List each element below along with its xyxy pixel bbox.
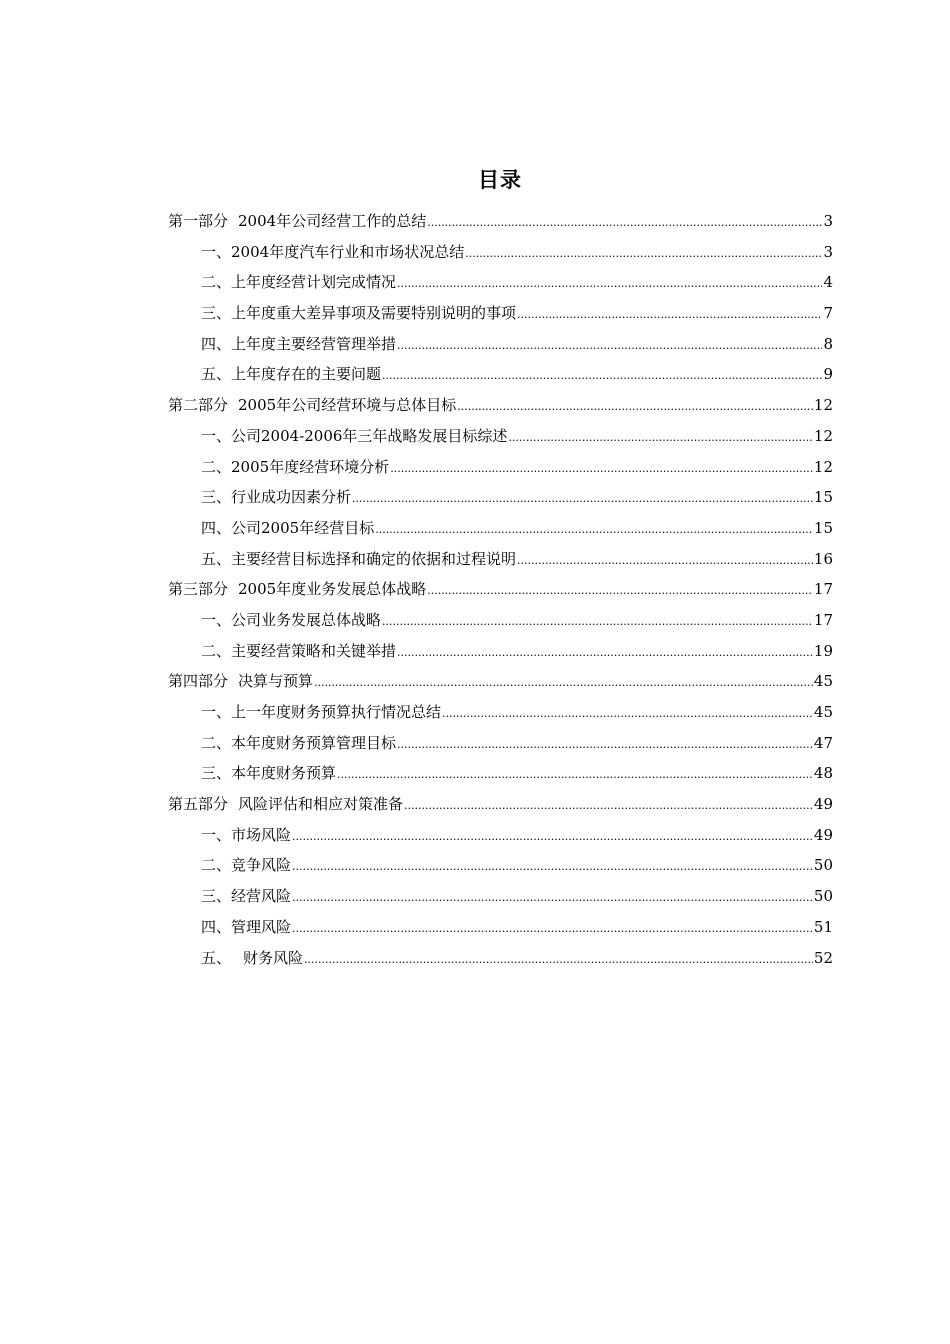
- toc-section-entry[interactable]: [168, 359, 833, 390]
- toc-entry-label: [201, 359, 381, 390]
- toc-entry-label: [201, 636, 396, 667]
- toc-dot-leader: [292, 820, 813, 853]
- toc-entry-label: [201, 943, 303, 974]
- toc-entry-text: 风险评估和相应对策准备: [238, 795, 404, 814]
- toc-section-entry[interactable]: [168, 298, 833, 329]
- toc-section-entry[interactable]: [168, 943, 833, 974]
- toc-section-entry[interactable]: [168, 452, 833, 483]
- toc-dot-leader: [517, 544, 813, 577]
- toc-entry-label: [201, 452, 389, 483]
- toc-part-entry[interactable]: [168, 574, 833, 605]
- toc-entry-label: [168, 206, 426, 237]
- toc-section-entry[interactable]: [168, 513, 833, 544]
- toc-entry-label: [168, 390, 456, 421]
- toc-section-entry[interactable]: [168, 421, 833, 452]
- toc-entry-prefix: 二、: [201, 273, 232, 292]
- toc-entry-label: [201, 728, 396, 759]
- toc-page-number: 48: [813, 764, 833, 783]
- toc-section-entry[interactable]: [168, 850, 833, 881]
- toc-entry-prefix: 第一部分: [168, 212, 229, 230]
- toc-dot-leader: [382, 605, 813, 638]
- toc-entry-prefix: 二、: [201, 856, 232, 875]
- toc-entry-text: 行业成功因素分析: [231, 488, 352, 507]
- toc-entry-text: 竞争风险: [231, 856, 292, 875]
- toc-entry-prefix: 第五部分: [168, 795, 229, 814]
- toc-page-number: 8: [823, 334, 833, 353]
- toc-dot-leader: [517, 298, 822, 331]
- toc-page-number: 7: [823, 304, 833, 323]
- toc-entry-label: [201, 298, 516, 329]
- toc-entry-label: [201, 758, 336, 789]
- toc-page-number: 15: [813, 488, 833, 507]
- toc-entry-prefix: 三、: [201, 488, 232, 507]
- toc-part-entry[interactable]: [168, 666, 833, 697]
- toc-dot-leader: [404, 789, 813, 822]
- toc-entry-text: 2004年度汽车行业和市场状况总结: [231, 242, 465, 261]
- toc-entry-label: [201, 697, 441, 728]
- toc-section-entry[interactable]: [168, 544, 833, 575]
- toc-page-number: 12: [813, 457, 833, 476]
- toc-entry-text: 上一年度财务预算执行情况总结: [231, 703, 442, 721]
- toc-page-number: 12: [813, 396, 833, 415]
- toc-dot-leader: [427, 206, 822, 239]
- toc-entry-prefix: 四、: [201, 518, 232, 537]
- toc-dot-leader: [508, 421, 812, 454]
- toc-entry-text: 本年度财务预算管理目标: [231, 733, 397, 752]
- toc-entry-text: 2005年公司经营环境与总体目标: [238, 396, 457, 415]
- toc-page-number: 51: [813, 917, 833, 936]
- toc-dot-leader: [304, 943, 813, 976]
- toc-entry-text: 上年度主要经营管理举措: [231, 334, 397, 353]
- toc-dot-leader: [397, 728, 813, 761]
- toc-entry-label: [201, 850, 291, 881]
- toc-dot-leader: [292, 912, 813, 945]
- toc-entry-label: [201, 237, 464, 268]
- toc-dot-leader: [375, 513, 813, 546]
- toc-dot-leader: [442, 697, 813, 730]
- toc-entry-text: 公司2004-2006年三年战略发展目标综述: [231, 426, 508, 445]
- toc-entry-label: [201, 544, 516, 575]
- toc-entry-prefix: 三、: [201, 887, 232, 906]
- toc-section-entry[interactable]: [168, 881, 833, 912]
- toc-entry-prefix: 第三部分: [168, 580, 229, 599]
- toc-page-number: 12: [813, 426, 833, 445]
- toc-dot-leader: [465, 237, 822, 270]
- toc-entry-text: 管理风险: [231, 917, 292, 936]
- toc-dot-leader: [397, 329, 822, 362]
- toc-dot-leader: [397, 267, 822, 300]
- toc-dot-leader: [314, 666, 813, 699]
- toc-entry-label: [168, 789, 403, 820]
- toc-entry-label: [201, 513, 374, 544]
- toc-part-entry[interactable]: [168, 789, 833, 820]
- toc-entry-label: [201, 605, 381, 636]
- toc-page-number: 3: [823, 242, 833, 261]
- toc-entry-prefix: 一、: [201, 703, 232, 721]
- toc-section-entry[interactable]: [168, 820, 833, 851]
- toc-entry-prefix: 三、: [201, 764, 232, 783]
- toc-entry-prefix: 第四部分: [168, 672, 229, 691]
- toc-page-number: 17: [813, 610, 833, 629]
- toc-entry-prefix: 四、: [201, 334, 232, 353]
- toc-dot-leader: [427, 574, 813, 607]
- toc-entry-text: 市场风险: [231, 825, 292, 844]
- toc-page-number: 9: [823, 365, 833, 384]
- toc-entry-label: [201, 267, 396, 298]
- toc-entry-text: 2004年公司经营工作的总结: [238, 212, 427, 230]
- toc-dot-leader: [292, 881, 813, 914]
- toc-entry-prefix: 二、: [201, 733, 232, 752]
- toc-page-number: 50: [813, 856, 833, 875]
- toc-entry-prefix: 三、: [201, 304, 232, 323]
- toc-entry-label: [201, 820, 291, 851]
- toc-dot-leader: [397, 636, 813, 669]
- toc-dot-leader: [382, 359, 822, 392]
- toc-entry-text: 上年度存在的主要问题: [231, 365, 382, 384]
- toc-page-number: 50: [813, 887, 833, 906]
- toc-page-number: 3: [823, 212, 833, 230]
- table-of-contents: [168, 206, 833, 973]
- toc-entry-prefix: 四、: [201, 917, 232, 936]
- toc-page-number: 52: [813, 948, 833, 967]
- toc-entry-label: [201, 912, 291, 943]
- toc-dot-leader: [337, 758, 813, 791]
- toc-entry-label: [201, 482, 351, 513]
- toc-part-entry[interactable]: [168, 390, 833, 421]
- toc-entry-prefix: 一、: [201, 426, 232, 445]
- toc-entry-label: [201, 881, 291, 912]
- toc-section-entry[interactable]: [168, 329, 833, 360]
- toc-dot-leader: [390, 452, 813, 485]
- toc-entry-text: 本年度财务预算: [231, 764, 337, 783]
- toc-section-entry[interactable]: [168, 267, 833, 298]
- toc-dot-leader: [352, 482, 813, 515]
- toc-dot-leader: [457, 390, 813, 423]
- toc-section-entry[interactable]: [168, 605, 833, 636]
- toc-entry-prefix: 一、: [201, 610, 232, 629]
- toc-page-number: 49: [813, 825, 833, 844]
- toc-section-entry[interactable]: [168, 912, 833, 943]
- toc-entry-text: 2005年度业务发展总体战略: [238, 580, 427, 599]
- toc-section-entry[interactable]: [168, 636, 833, 667]
- toc-entry-text: 公司业务发展总体战略: [231, 610, 382, 629]
- toc-entry-prefix: 五、: [201, 549, 232, 568]
- toc-page-number: 49: [813, 795, 833, 814]
- toc-entry-prefix: 第二部分: [168, 396, 229, 415]
- toc-entry-label: [168, 666, 313, 697]
- toc-entry-text: 主要经营目标选择和确定的依据和过程说明: [231, 549, 517, 568]
- toc-section-entry[interactable]: [168, 697, 833, 728]
- toc-title: 目录: [478, 168, 522, 192]
- toc-entry-text: 主要经营策略和关键举措: [231, 641, 397, 660]
- toc-entry-prefix: 二、: [201, 457, 232, 476]
- toc-page-number: 4: [823, 273, 833, 292]
- toc-entry-text: 上年度重大差异事项及需要特别说明的事项: [231, 304, 517, 323]
- toc-page-number: 47: [813, 733, 833, 752]
- toc-part-entry[interactable]: [168, 206, 833, 237]
- toc-entry-text: 2005年度经营环境分析: [231, 457, 390, 476]
- toc-entry-text: 公司2005年经营目标: [231, 518, 375, 537]
- toc-entry-text: 上年度经营计划完成情况: [231, 273, 397, 292]
- toc-section-entry[interactable]: [168, 758, 833, 789]
- toc-page-number: 19: [813, 641, 833, 660]
- toc-page-number: 17: [813, 580, 833, 599]
- toc-entry-prefix: 一、: [201, 242, 232, 261]
- toc-entry-prefix: 二、: [201, 641, 232, 660]
- toc-page-number: 16: [813, 549, 833, 568]
- toc-entry-label: [201, 421, 507, 452]
- toc-entry-label: [168, 574, 426, 605]
- toc-page-number: 45: [813, 672, 833, 691]
- toc-section-entry[interactable]: [168, 237, 833, 268]
- toc-page-number: 15: [813, 518, 833, 537]
- toc-entry-prefix: 五、: [201, 948, 232, 967]
- toc-entry-text: 经营风险: [231, 887, 292, 906]
- toc-entry-label: [201, 329, 396, 360]
- toc-entry-prefix: 五、: [201, 365, 232, 384]
- toc-dot-leader: [292, 850, 813, 883]
- toc-entry-text: 决算与预算: [238, 672, 314, 691]
- toc-section-entry[interactable]: [168, 482, 833, 513]
- toc-section-entry[interactable]: [168, 728, 833, 759]
- toc-entry-prefix: 一、: [201, 825, 232, 844]
- toc-entry-text: 财务风险: [243, 948, 304, 967]
- toc-page-number: 45: [813, 703, 833, 721]
